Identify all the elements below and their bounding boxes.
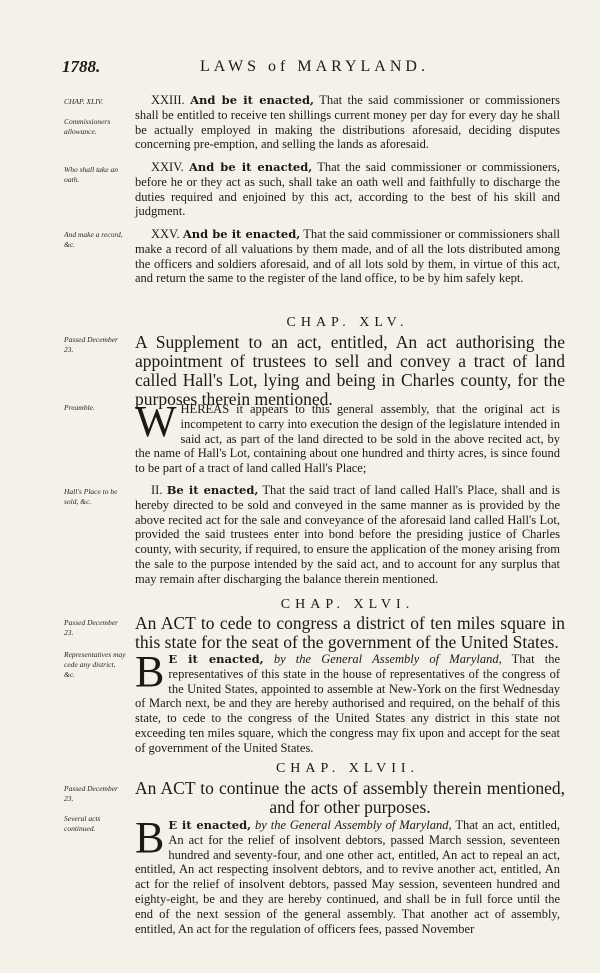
margin-note-record: And make a record, &c.	[64, 230, 123, 249]
chapter-title-xlv: A Supplement to an act, entitled, An act authorising the appointment of trustees to sell and convey a tract of land called Hall's Lot, lying and being in Charles county, for the purposes therein mentioned.	[135, 332, 565, 409]
section-number: XXV.	[151, 227, 180, 241]
margin-note-representatives: Representatives may cede any district, &c.	[64, 650, 126, 679]
margin-note-preamble: Preamble.	[64, 403, 95, 412]
margin-note-passed-a: Passed December 23.	[64, 335, 118, 354]
section-number: II.	[151, 483, 163, 497]
preamble-text: HEREAS it appears to this general assembly, that the original act is incompetent to carry into execution the design of the legislature intended in said act, as part of the land directed to be sold in the above recited act, by the name of Hall's Lot, containing about one hundred and thirty acres, is since found to be part of a tract of land called Hall's Place;	[135, 402, 560, 476]
section-xxiv	[135, 160, 560, 219]
enacting-clause: E it enacted,	[168, 818, 252, 832]
section-text: That the said commissioner or commissioners shall be entitled to receive ten shillings current money per day for every day he shall be actually employed in making the distributions aforesaid, deciding disputes concerning pre-emption, and selling the lands as aforesaid.	[135, 93, 560, 152]
margin-note-oath: Who shall take an oath.	[64, 165, 118, 184]
section-number: XXIII.	[151, 93, 185, 107]
section-text: That the said tract of land called Hall's Place, shall and is hereby directed to be sold and conveyed in the same manner as is provided by the above recited act for the sale and conveyance of the aforesaid land called Hall's Lot, provided the said trustees enter into bond before the presiding justice of Charles county, with security, if required, to ensure the application of the money arising from the sale to the purpose intended by the said act, and to account for any surplus that may remain after discharging the balance therein mentioned.	[135, 483, 561, 586]
chapter-title-xlvi: An ACT to cede to congress a district of ten miles square in this state for the seat of the government of the United States.	[135, 613, 565, 652]
margin-note-allowance: Commissioners allowance.	[64, 117, 111, 136]
margin-note-passed-b: Passed December 23.	[64, 618, 118, 637]
section-xxv	[135, 227, 560, 286]
margin-note-chap: CHAP. XLIV.	[64, 97, 104, 106]
chap46-paragraph	[135, 647, 560, 756]
margin-note-several-acts: Several acts continued.	[64, 814, 101, 833]
section-xxiii	[135, 93, 560, 152]
margin-note-passed-c: Passed December 23.	[64, 784, 118, 803]
drop-cap: W	[135, 397, 177, 446]
drop-cap: B	[135, 647, 165, 696]
margin-note-halls-place: Hall's Place to be sold, &c.	[64, 487, 118, 506]
chap47-paragraph	[135, 813, 561, 936]
section-text: That the said commissioner or commissioners, before he or they act as such, shall take an oath well and faithfully to discharge the duties required and enjoined by this act, according to the best of his skill and judgment.	[135, 160, 561, 219]
assembly-clause: by the General Assembly of Maryland,	[273, 652, 502, 666]
enacting-clause: And be it enacted,	[182, 227, 301, 241]
chapter-heading-xlvii: CHAP. XLVII.	[275, 761, 420, 776]
preamble-paragraph	[135, 397, 560, 476]
section-ii	[135, 483, 560, 587]
page-header	[62, 57, 532, 79]
running-title: LAWS of MARYLAND.	[200, 58, 429, 75]
paragraph-text: That an act, entitled, An act for the relief of insolvent debtors, passed March session, seventeen hundred and seventy-four, and one other act, entitled, An act to repeal an act, entitled, An act respecting insolvent debtors, and to revive another act, entitled, An act for the relief of insolvent debtors, passed May session, seventeen hundred and eighty-eight, be and they are hereby continued, and shall be in full force until the end of the next session of the general assembly. That another act of assembly, entitled, An act for the regulation of officers fees, passed November	[135, 818, 561, 936]
enacting-clause: E it enacted,	[168, 652, 264, 666]
page-number: 1788.	[62, 57, 101, 76]
drop-cap: B	[135, 813, 165, 862]
chapter-title-xlvii: An ACT to continue the acts of assembly therein mentioned, and for other purposes.	[135, 778, 565, 817]
assembly-clause: by the General Assembly of Maryland,	[255, 818, 452, 832]
enacting-clause: And be it enacted,	[188, 160, 313, 174]
section-number: XXIV.	[151, 160, 184, 174]
enacting-clause: Be it enacted,	[166, 483, 259, 497]
chapter-heading-xlvi: CHAP. XLVI.	[280, 597, 415, 612]
section-text: That the said commissioner or commissioners shall make a record of all valuations by them made, and of all the lots distributed among the officers and soldiers aforesaid, and of all lots sold by them, in virtue of this act, and return the same to the register of the land office, to be by him safely kept.	[135, 227, 561, 286]
paragraph-text: That the representatives of this state in the house of representatives of the congress of the United States, appointed to assemble at New-York on the first Wednesday of March next, be and they are hereby authorised and required, on the behalf of this state, to cede to the congress of the United States any district in this state not exceeding ten miles square, which the congress may fix upon and accept for the seat of government of the United States.	[135, 652, 560, 755]
enacting-clause: And be it enacted,	[190, 93, 315, 107]
chapter-heading-xlv: CHAP. XLV.	[286, 315, 409, 330]
